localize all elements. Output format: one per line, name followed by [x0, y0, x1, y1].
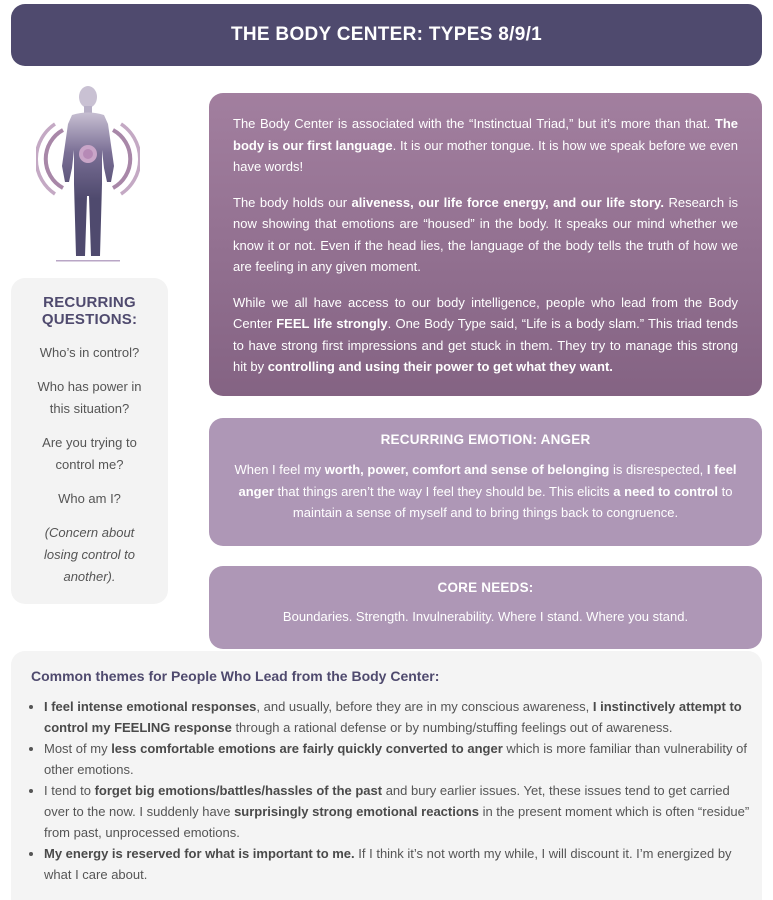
theme-list-item — [44, 780, 750, 843]
body-text: to maintain a sense of myself and to bring things back to congruence. — [292, 483, 733, 520]
emphasis-text: My energy is reserved for what is important to me. — [44, 846, 355, 861]
intro-paragraph — [233, 113, 738, 178]
emphasis-text: I instinctively attempt to control my FEELING response — [44, 699, 742, 735]
core-needs-text: Boundaries. Strength. Invulnerability. Where I stand. Where you stand. — [282, 609, 689, 624]
recurring-emotion-title: RECURRING EMOTION: ANGER — [380, 432, 591, 447]
body-text: Research is now showing that emotions are “housed” in the body. It speaks our mind whether we know it or not. Even if the head lies, the language of the body tells the truth of how we are feeling in any given moment. — [233, 194, 739, 274]
body-text: in the present moment which is often “residue” from past, unprocessed emotions. — [44, 804, 750, 840]
theme-list-item — [44, 843, 750, 885]
body-text: and bury earlier issues. Yet, these issues tend to get carried over to the now. I suddenly have — [44, 783, 730, 819]
body-text: . It is our mother tongue. It is how we speak before we even have words! — [233, 137, 738, 174]
emphasis-text: aliveness, our life force energy, and our life story. — [351, 194, 664, 210]
body-figure-illustration — [36, 84, 140, 266]
question-item: Who’s in control? — [39, 345, 140, 360]
core-needs-card — [209, 566, 762, 649]
body-text: If I think it’s not worth my while, I will discount it. I’m energized by what I care about. — [44, 846, 732, 882]
recurring-emotion-text — [227, 459, 744, 524]
emphasis-text: controlling and using their power to get what they want. — [267, 359, 613, 374]
theme-list-item — [44, 696, 750, 738]
body-text: The Body Center is associated with the “Instinctual Triad,” but it’s more than that. — [233, 116, 715, 131]
body-text: The body holds our — [233, 194, 352, 210]
question-item: Who has power in this situation? — [37, 379, 142, 416]
questions-note: (Concern about losing control to another). — [43, 525, 136, 584]
page-header — [11, 4, 762, 66]
recurring-questions-heading: RECURRING QUESTIONS: — [41, 294, 138, 328]
common-themes-title: Common themes for People Who Lead from the Body Center: — [31, 668, 440, 684]
theme-list-item — [44, 738, 750, 780]
body-text: When I feel my — [234, 462, 325, 477]
emphasis-text: I feel anger — [238, 462, 737, 499]
emphasis-text: forget big emotions/battles/hassles of the past — [94, 783, 383, 798]
emphasis-text: surprisingly strong emotional reactions — [234, 804, 479, 819]
emphasis-text: worth, power, comfort and sense of belonging — [324, 462, 610, 477]
common-themes-panel — [11, 651, 762, 900]
question-item: Are you trying to control me? — [42, 435, 137, 472]
page-title: THE BODY CENTER: TYPES 8/9/1 — [230, 24, 543, 45]
emphasis-text: FEEL life strongly — [276, 316, 388, 331]
emphasis-text: The body is our first language — [233, 116, 738, 153]
body-center-intro-card — [209, 93, 762, 396]
emphasis-text: I feel intense emotional responses — [44, 699, 257, 714]
recurring-questions-panel — [11, 278, 168, 604]
body-text: While we all have access to our body intelligence, people who lead from the Body Center — [233, 294, 738, 331]
body-text: Most of my — [44, 741, 112, 756]
intro-paragraph — [233, 292, 738, 378]
emphasis-text: a need to control — [613, 483, 719, 499]
common-themes-list — [31, 696, 750, 885]
emphasis-text: less comfortable emotions are fairly quickly converted to anger — [111, 741, 503, 756]
body-text: I tend to — [44, 783, 95, 798]
body-text: through a rational defense or by numbing/stuffing feelings out of awareness. — [231, 720, 673, 735]
body-text: is disrespected, — [609, 462, 707, 477]
intro-paragraph — [233, 192, 738, 278]
body-figure-icon — [36, 84, 140, 266]
recurring-emotion-card — [209, 418, 762, 546]
core-needs-title: CORE NEEDS: — [437, 580, 534, 595]
body-text: . One Body Type said, “Life is a body slam.” This triad tends to have strong first impressions and get stuck in them. They try to manage this strong hit by — [233, 316, 739, 374]
body-text: , and usually, before they are in my conscious awareness, — [256, 699, 593, 714]
body-text: which is more familiar than vulnerability of other emotions. — [44, 741, 747, 777]
body-text: that things aren’t the way I feel they should be. This elicits — [273, 483, 614, 499]
question-item: Who am I? — [58, 491, 121, 506]
